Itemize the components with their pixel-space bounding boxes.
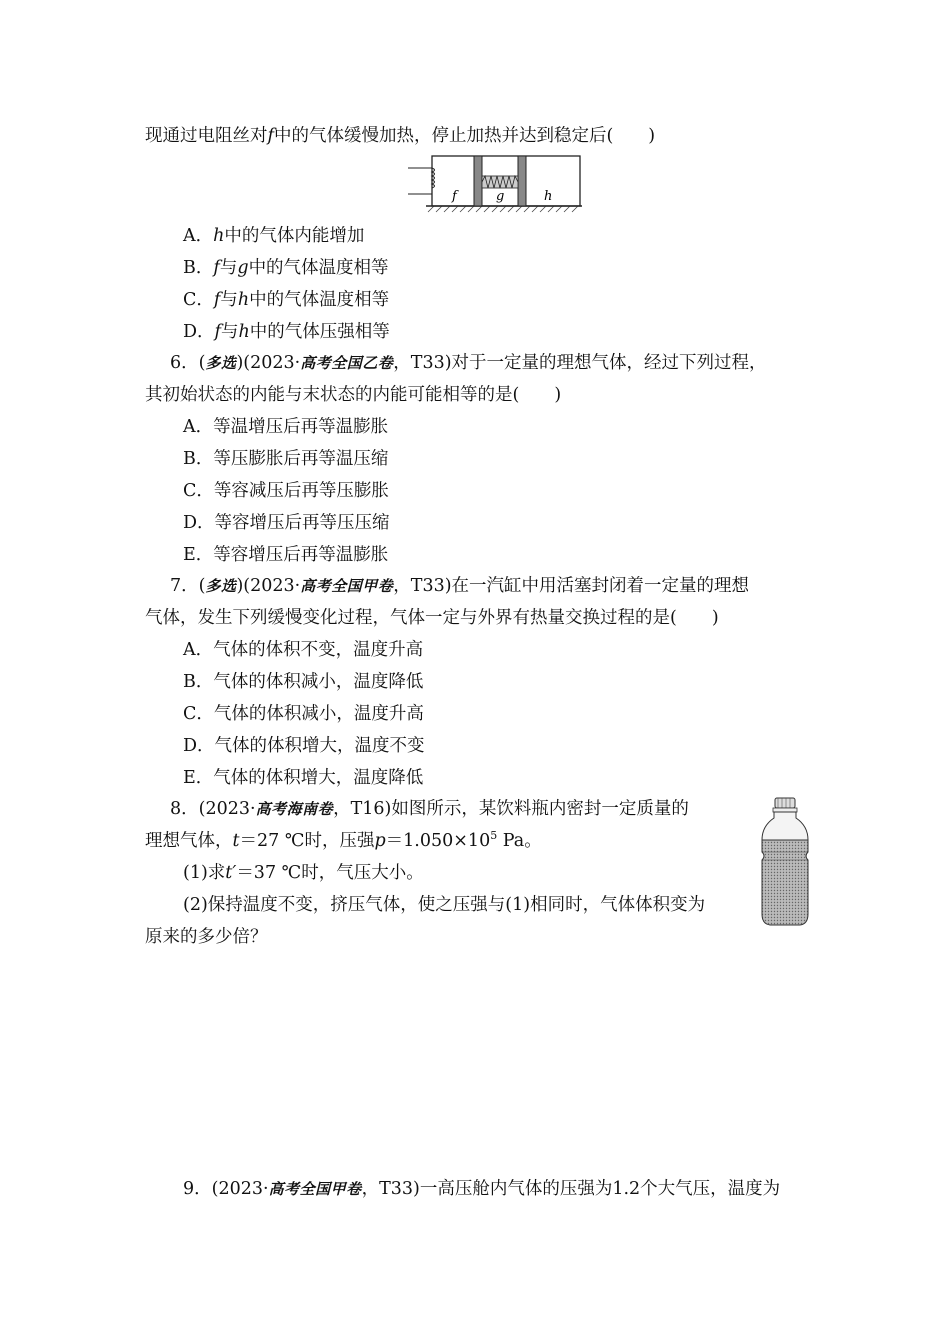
option-text: 中的气体压强相等 <box>249 322 390 342</box>
question-number: 7．( <box>170 576 206 596</box>
question-number: 8．(2023· <box>170 799 256 819</box>
var-p: p <box>374 831 386 851</box>
option-var: h <box>238 322 250 342</box>
label-f: f <box>452 189 457 204</box>
option-var: f <box>213 258 220 278</box>
source-tag: 高考全国乙卷 <box>300 354 394 372</box>
question-text: ，T16)如图所示，某饮料瓶内密封一定质量的 <box>333 799 689 819</box>
option-letter: A． <box>183 226 214 246</box>
q5-option-a <box>183 224 364 248</box>
intro-text-a: 现通过电阻丝对 <box>145 126 268 146</box>
question-number: 9．(2023· <box>183 1179 269 1199</box>
multi-select-tag: 多选 <box>205 577 237 595</box>
source-tag: 高考全国甲卷 <box>268 1180 362 1198</box>
question-text: 理想气体， <box>145 831 233 851</box>
exponent: 5 <box>490 829 498 843</box>
q5-option-b <box>183 256 389 280</box>
q5-option-d <box>183 320 390 344</box>
q6-option-d: D．等容增压后再等压压缩 <box>183 513 390 533</box>
q6-option-b: B．等压膨胀后再等温压缩 <box>183 449 389 469</box>
q6-option-c: C．等容减压后再等压膨胀 <box>183 481 389 501</box>
option-var: h <box>237 290 250 310</box>
q6-stem-line2: 其初始状态的内能与末状态的内能可能相等的是( ) <box>145 385 562 405</box>
option-text: 与 <box>219 258 238 278</box>
q7-option-e: E．气体的体积增大，温度降低 <box>183 768 424 788</box>
q9-stem <box>183 1177 780 1201</box>
option-text: 中的气体内能增加 <box>224 226 365 246</box>
q7-option-a: A．气体的体积不变，温度升高 <box>183 640 424 660</box>
question-text: ，T33)对于一定量的理想气体，经过下列过程， <box>393 353 767 373</box>
option-text: 与 <box>220 290 238 310</box>
var-t: t <box>232 831 240 851</box>
intro-line <box>145 124 655 148</box>
option-text: 中的气体温度相等 <box>248 258 389 278</box>
q8-stem-line2 <box>145 829 542 853</box>
q8-sub1 <box>183 861 424 885</box>
source-text: )(2023· <box>236 353 301 373</box>
question-text: ＝1.050×10 <box>385 831 491 851</box>
option-var: g <box>237 258 249 278</box>
question-text: ＝27 ℃时，压强 <box>239 831 375 851</box>
option-text: 与 <box>221 322 239 342</box>
q8-sub2: (2)保持温度不变，挤压气体，使之压强与(1)相同时，气体体积变为 <box>183 895 706 915</box>
question-number: 6．( <box>170 353 206 373</box>
option-text: 中的气体温度相等 <box>249 290 390 310</box>
q7-option-c: C．气体的体积减小，温度升高 <box>183 704 424 724</box>
question-text: Pa。 <box>497 831 542 851</box>
q6-option-a: A．等温增压后再等温膨胀 <box>183 417 389 437</box>
source-tag: 高考全国甲卷 <box>300 577 394 595</box>
option-letter: C． <box>183 290 214 310</box>
var-t-prime: t′ <box>225 863 237 883</box>
q5-option-c <box>183 288 389 312</box>
question-text: ，T33)在一汽缸中用活塞封闭着一定量的理想 <box>393 576 750 596</box>
option-var: h <box>213 226 225 246</box>
question-text: ＝37 ℃时，气压大小。 <box>236 863 424 883</box>
intro-var-f: f <box>267 126 274 146</box>
option-letter: B． <box>183 258 214 278</box>
cylinder-figure <box>408 154 588 214</box>
source-tag: 高考海南卷 <box>255 800 334 818</box>
bottle-figure <box>758 796 812 928</box>
q6-option-e: E．等容增压后再等温膨胀 <box>183 545 389 565</box>
multi-select-tag: 多选 <box>205 354 237 372</box>
q8-sub2-line2: 原来的多少倍？ <box>145 927 268 947</box>
q8-stem <box>170 797 689 821</box>
option-letter: D． <box>183 322 215 342</box>
q7-stem <box>170 574 749 598</box>
source-text: )(2023· <box>236 576 301 596</box>
q7-option-d: D．气体的体积增大，温度不变 <box>183 736 425 756</box>
label-g: g <box>496 189 505 204</box>
option-var: f <box>214 322 222 342</box>
intro-text-b: 中的气体缓慢加热，停止加热并达到稳定后( ) <box>273 126 656 146</box>
question-text: (1)求 <box>183 863 226 883</box>
q6-stem <box>170 351 767 375</box>
option-var: f <box>213 290 221 310</box>
q7-option-b: B．气体的体积减小，温度降低 <box>183 672 424 692</box>
q7-stem-line2: 气体，发生下列缓慢变化过程，气体一定与外界有热量交换过程的是( ) <box>145 608 719 628</box>
label-h: h <box>544 189 553 204</box>
question-text: ，T33)一高压舱内气体的压强为1.2个大气压，温度为 <box>361 1179 781 1199</box>
